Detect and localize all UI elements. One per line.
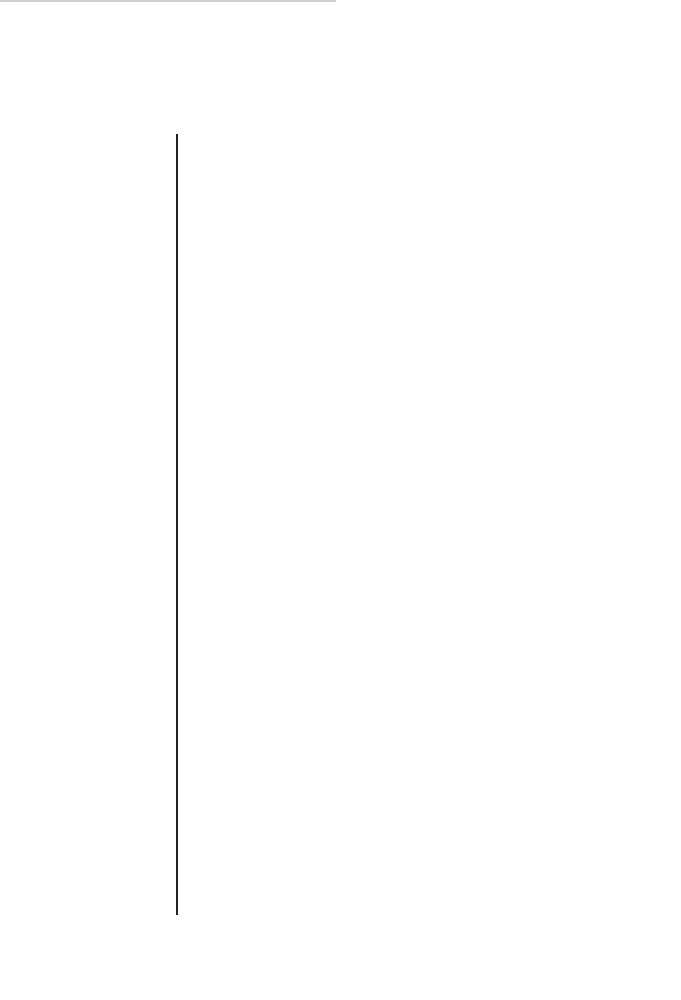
official-table [104,134,587,915]
column-divider [176,134,178,915]
scan-edge-line [0,0,336,2]
